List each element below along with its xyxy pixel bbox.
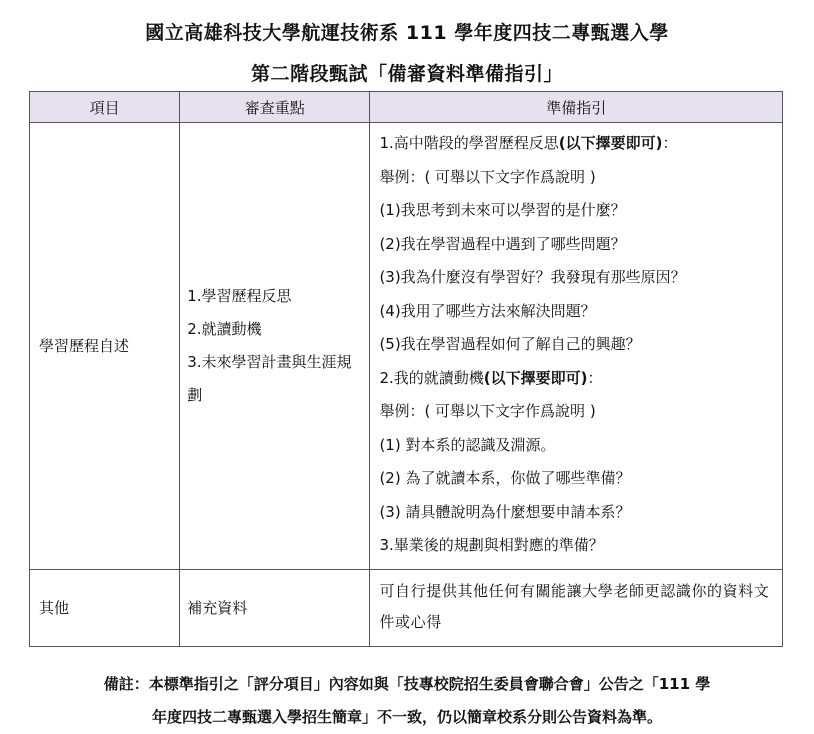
footnote xyxy=(0,668,814,734)
table-header-row xyxy=(30,92,783,123)
focus-item: 1.學習歷程反思 xyxy=(187,286,292,305)
row1-guide xyxy=(370,123,783,570)
guide-motivation: (2) 為了就讀本系，你做了哪些準備？ xyxy=(379,469,631,487)
guide-motivation: (3) 請具體說明為什麼想要申請本系？ xyxy=(379,502,631,521)
row1-item: 學習歷程自述 xyxy=(30,123,180,570)
table-row xyxy=(30,123,783,570)
guide-section2-colon: ： xyxy=(587,368,603,387)
guide-section2-text: 2.我的就讀動機 xyxy=(379,368,484,387)
page-title-line2: 第二階段甄試「備審資料準備指引」 xyxy=(250,63,563,85)
guide-section2-heading xyxy=(379,362,776,396)
guide-question: (4)我用了哪些方法來解決問題？ xyxy=(379,301,596,320)
guide-example2: 舉例：( 可舉以下文字作爲說明 ) xyxy=(379,402,596,420)
header-guide: 準備指引 xyxy=(370,92,783,123)
table-row xyxy=(30,569,783,646)
page-title-line1: 國立高雄科技大學航運技術系 111 學年度四技二專甄選入學 xyxy=(145,22,669,44)
header-focus: 審查重點 xyxy=(180,92,370,123)
footnote-line1: 備註：本標準指引之「評分項目」內容如與「技專校院招生委員會聯合會」公告之「111 學 xyxy=(103,675,711,693)
focus-item: 3.未來學習計畫與生涯規劃 xyxy=(187,352,352,404)
guide-example1: 舉例：( 可舉以下文字作爲說明 ) xyxy=(379,167,596,186)
guide-section1-colon: ： xyxy=(662,134,678,152)
guide-table xyxy=(29,91,783,647)
header-item: 項目 xyxy=(30,92,180,123)
guide-question: (2)我在學習過程中遇到了哪些問題？ xyxy=(379,234,626,253)
row2-guide xyxy=(370,569,783,646)
focus-item: 2.就讀動機 xyxy=(187,319,262,338)
row1-focus xyxy=(180,123,370,570)
row2-item: 其他 xyxy=(30,569,180,646)
guide-question: (5)我在學習過程如何了解自己的興趣？ xyxy=(379,335,641,353)
row2-guide-text: 可自行提供其他任何有關能讓大學老師更認識你的資料文件或心得 xyxy=(379,581,770,631)
footnote-line2: 年度四技二專甄選入學招生簡章」不一致，仍以簡章校系分則公告資料為準。 xyxy=(151,708,662,726)
guide-section1-heading xyxy=(379,127,776,161)
guide-question: (3)我為什麼沒有學習好？我發現有那些原因？ xyxy=(379,268,686,286)
guide-section1-bold: (以下擇要即可) xyxy=(558,134,663,152)
row2-focus: 補充資料 xyxy=(180,569,370,646)
guide-section1-text: 1.高中階段的學習歷程反思 xyxy=(379,134,559,152)
guide-section2-bold: (以下擇要即可) xyxy=(483,368,588,387)
guide-section3: 3.畢業後的規劃與相對應的準備？ xyxy=(379,536,604,554)
guide-question: (1)我思考到未來可以學習的是什麼？ xyxy=(379,201,626,219)
guide-motivation: (1) 對本系的認識及淵源。 xyxy=(379,435,556,454)
